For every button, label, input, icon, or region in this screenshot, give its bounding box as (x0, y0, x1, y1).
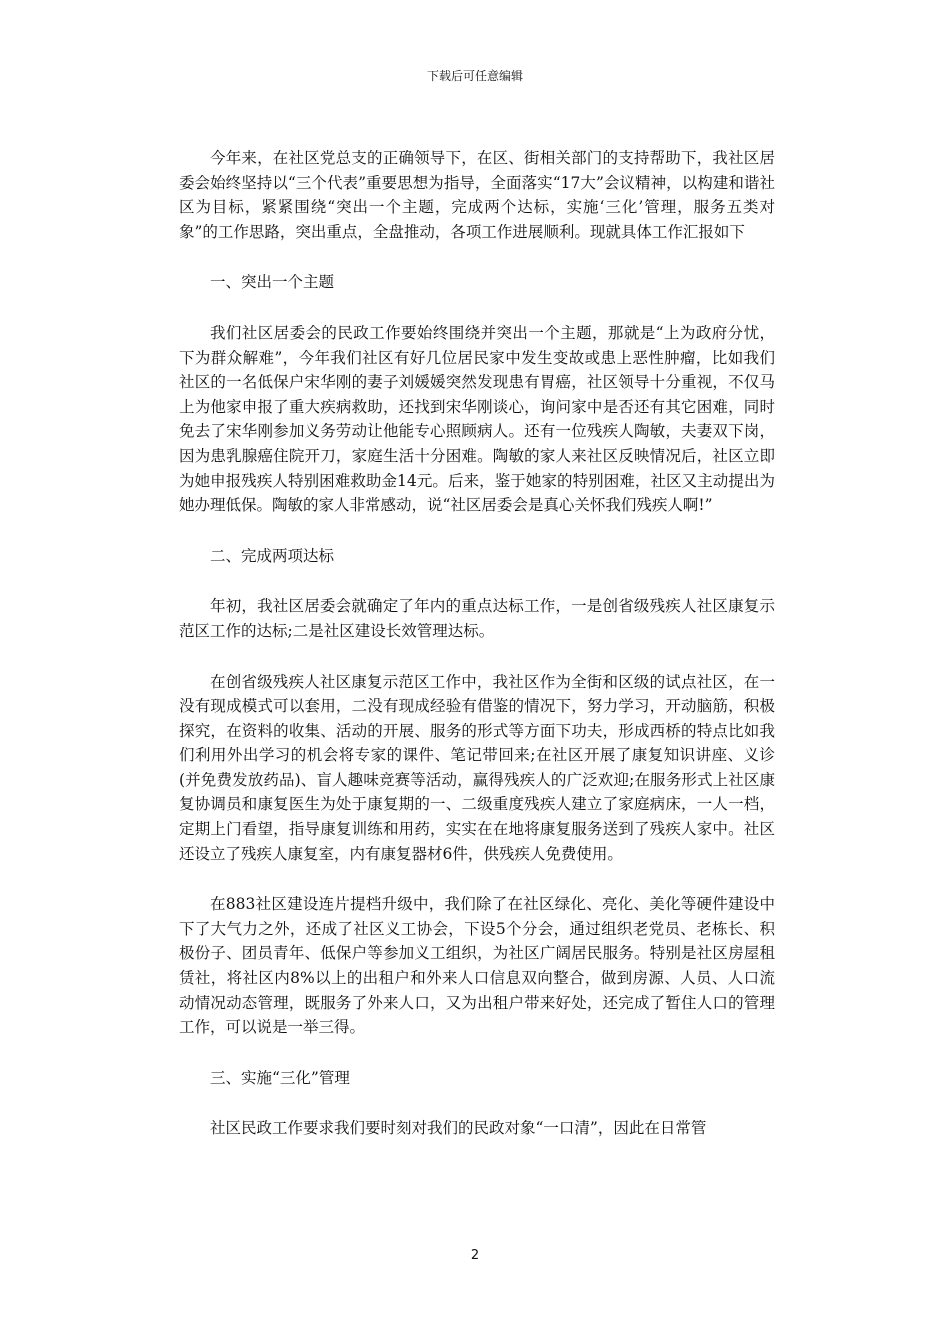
section-2-paragraph-1: 年初，我社区居委会就确定了年内的重点达标工作，一是创省级残疾人社区康复示范区工作的达标;二是社区建设长效管理达标。 (179, 597, 775, 640)
page-number: 2 (470, 1248, 480, 1263)
page-header: 下载后可任意编辑 (426, 69, 523, 83)
section-3-paragraph: 社区民政工作要求我们要时刻对我们的民政对象“一口清”，因此在日常管 (210, 1119, 707, 1138)
section-1-paragraph: 我们社区居委会的民政工作要始终围绕并突出一个主题，那就是“上为政府分忧，下为群众解难”，今年我们社区有好几位居民家中发生变故或患上恶性肿瘤，比如我们社区的一名低保户宋华刚的妻子刘媛媛突然发现患有胃癌，社区领导十分重视，不仅马上为他家申报了重大疾病救助，还找到宋华刚谈心，询问家中是否还有其它困难，同时免去了宋华刚参加义务劳动让他能专心照顾病人。还有一位残疾人陶敏，夫妻双下岗，因为患乳腺癌住院开刀，家庭生活十分困难。陶敏的家人来社区反映情况后，社区立即为她申报残疾人特别困难救助金14元。后来，鉴于她家的特别困难，社区又主动提出为她办理低保。陶敏的家人非常感动，说“社区居委会是真心关怀我们残疾人啊!” (179, 323, 775, 515)
section-2-paragraph-3: 在883社区建设连片提档升级中，我们除了在社区绿化、亮化、美化等硬件建设中下了大气力之外，还成了社区义工协会，下设5个分会，通过组织老党员、老栋长、积极份子、团员青年、低保户等参加义工组织，为社区广阔居民服务。特别是社区房屋租赁社，将社区内8%以上的出租户和外来人口信息双向整合，做到房源、人员、人口流动情况动态管理，既服务了外来人口，又为出租户带来好处，还完成了暂住人口的管理工作，可以说是一举三得。 (179, 895, 775, 1037)
section-3-heading: 三、实施“三化”管理 (210, 1068, 350, 1087)
section-1-heading: 一、突出一个主题 (210, 273, 335, 292)
section-2-paragraph-2: 在创省级残疾人社区康复示范区工作中，我社区作为全街和区级的试点社区，在一没有现成模式可以套用，二没有现成经验有借鉴的情况下，努力学习，开动脑筋，积极探究，在资料的收集、活动的开展、服务的形式等方面下功夫，形成西桥的特点比如我们利用外出学习的机会将专家的课件、笔记带回来;在社区开展了康复知识讲座、义诊(并免费发放药品)、盲人趣味竞赛等活动，赢得残疾人的广泛欢迎;在服务形式上社区康复协调员和康复医生为处于康复期的一、二级重度残疾人建立了家庭病床，一人一档，定期上门看望，指导康复训练和用药，实实在在地将康复服务送到了残疾人家中。社区还设立了残疾人康复室，内有康复器材6件，供残疾人免费使用。 (179, 672, 775, 863)
document-body (179, 146, 775, 1167)
section-2-heading: 二、完成两项达标 (210, 546, 335, 565)
intro-paragraph: 今年来，在社区党总支的正确领导下，在区、街相关部门的支持帮助下，我社区居委会始终坚持以“三个代表”重要思想为指导，全面落实“17大”会议精神，以构建和谐社区为目标，紧紧围绕“突出一个主题，完成两个达标，实施‘三化’管理，服务五类对象”的工作思路，突出重点，全盘推动，各项工作进展顺利。现就具体工作汇报如下 (179, 149, 775, 241)
